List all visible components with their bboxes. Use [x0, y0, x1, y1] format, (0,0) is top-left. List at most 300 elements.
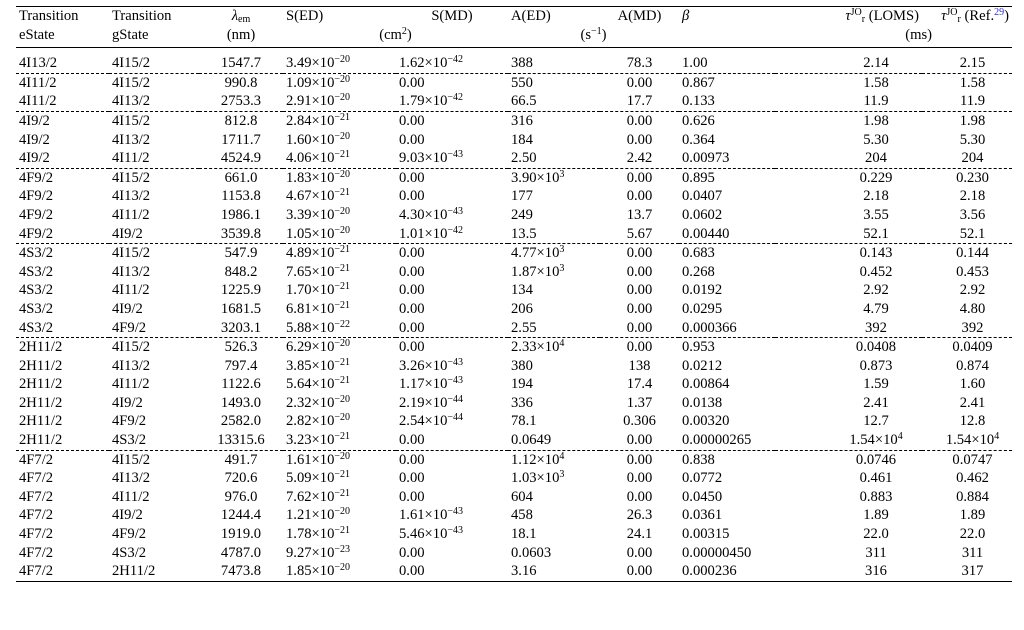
- cell-tau-ref-mantissa: 1.54: [945, 432, 972, 449]
- cell-s-md-exponent: −43: [447, 525, 464, 537]
- cell-s-md-mantissa: 5.46: [399, 526, 425, 543]
- cell-a-ed: [508, 206, 600, 225]
- cell-s-ed: [283, 562, 396, 581]
- cell-tau-ref-value: 11.9: [960, 93, 985, 110]
- cell-tau-loms-value: 22.0: [863, 526, 889, 543]
- cell-gstate: 4F9/2: [112, 413, 147, 430]
- unit-s-exp: −1: [591, 25, 602, 37]
- cell-a-md: 0.00: [600, 73, 679, 92]
- unit-per-second: [508, 26, 679, 48]
- cell-s-md: [396, 48, 508, 74]
- cell-s-md-mantissa: 2.19: [399, 394, 425, 411]
- cell-tau-loms: [775, 488, 922, 507]
- cell-s-ed: [283, 149, 396, 168]
- unit-s-base: (s: [580, 26, 592, 43]
- cell-s-ed-mantissa: 5.64: [286, 376, 312, 393]
- cell-estate: 4F9/2: [19, 225, 54, 242]
- cell-tau-ref: [922, 450, 1012, 469]
- cell-s-ed-mantissa: 1.70: [286, 282, 312, 299]
- cell-tau-loms-value: 316: [865, 563, 887, 580]
- cell-s-ed-exponent: −21: [334, 244, 351, 256]
- cell-a-md: 26.3: [626, 507, 653, 524]
- table-row: [16, 187, 1012, 206]
- cell-tau-loms-value: 1.58: [863, 74, 889, 91]
- cell-tau-loms: [775, 206, 922, 225]
- cell-s-ed-exponent: −21: [334, 356, 351, 368]
- tau-superscript: JO: [946, 7, 958, 18]
- cell-estate: 2H11/2: [16, 338, 109, 357]
- cell-s-ed-mantissa: 2.91: [286, 93, 312, 110]
- cell-beta: 0.000366: [682, 319, 737, 336]
- cell-tau-loms-value: 3.55: [863, 206, 889, 223]
- cell-a-md: 0.00: [600, 111, 679, 130]
- cell-s-md-value: 0.00: [399, 451, 425, 468]
- cell-s-md: [396, 319, 508, 338]
- cell-tau-loms-value: 5.30: [863, 131, 889, 148]
- cell-s-md-value: 0.00: [399, 339, 425, 356]
- cell-s-md-exponent: −43: [447, 205, 464, 217]
- cell-a-ed: [508, 187, 600, 206]
- cell-a-ed-value: 336: [511, 394, 533, 411]
- cell-beta: 0.00973: [682, 150, 730, 167]
- cell-gstate: 4I15/2: [109, 111, 199, 130]
- cell-gstate: 4I13/2: [112, 93, 151, 110]
- header-row-2: [16, 26, 1012, 48]
- times-ten: ×10: [311, 55, 335, 72]
- cell-a-md: 0.00: [600, 450, 679, 469]
- cell-estate: 4S3/2: [19, 319, 54, 336]
- cell-tau-loms: [775, 375, 922, 394]
- cell-s-ed-mantissa: 2.82: [286, 413, 312, 430]
- unit-nm: (nm): [226, 26, 256, 43]
- cell-s-ed: [283, 431, 396, 450]
- cell-s-ed-mantissa: 7.65: [286, 263, 312, 280]
- cell-lambda: 1493.0: [220, 394, 262, 411]
- cell-tau-ref-value: 22.0: [959, 526, 986, 543]
- times-ten: ×10: [424, 413, 448, 430]
- cell-estate: 2H11/2: [19, 413, 63, 430]
- cell-gstate: 4F9/2: [112, 319, 147, 336]
- cell-gstate: 4I15/2: [109, 338, 199, 357]
- cell-s-md-mantissa: 2.54: [399, 413, 425, 430]
- cell-tau-ref: [922, 206, 1012, 225]
- cell-s-ed-exponent: −20: [334, 562, 351, 574]
- cell-a-ed-value: 0.0649: [511, 432, 552, 449]
- cell-s-ed-mantissa: 6.81: [286, 300, 312, 317]
- times-ten: ×10: [971, 432, 995, 449]
- cell-s-ed-exponent: −20: [334, 224, 351, 236]
- cell-s-md-value: 0.00: [399, 544, 425, 561]
- cell-lambda: 812.8: [199, 111, 283, 130]
- cell-tau-loms-value: 2.92: [863, 282, 889, 299]
- cell-tau-ref-value: 0.230: [956, 169, 989, 186]
- jo-transition-table: [16, 6, 1012, 582]
- cell-a-ed-exponent: 3: [559, 469, 565, 481]
- cell-s-ed: [283, 206, 396, 225]
- cell-s-md-mantissa: 1.61: [399, 507, 425, 524]
- times-ten: ×10: [424, 526, 448, 543]
- cell-tau-loms-value: 0.0746: [855, 451, 897, 468]
- cell-tau-ref: [922, 562, 1012, 581]
- cell-tau-loms: [775, 92, 922, 111]
- times-ten: ×10: [311, 376, 335, 393]
- cell-s-md: [396, 412, 508, 431]
- cell-tau-ref-value: 317: [961, 563, 984, 580]
- cell-a-ed: [508, 131, 600, 150]
- cell-tau-ref: [922, 281, 1012, 300]
- cell-estate: 4I9/2: [19, 150, 50, 167]
- cell-s-md-exponent: −42: [447, 54, 464, 66]
- times-ten: ×10: [536, 245, 560, 262]
- cell-s-ed-exponent: −22: [334, 318, 351, 330]
- cell-beta: 0.00000450: [682, 544, 752, 561]
- col-s-md: S(MD): [431, 8, 473, 24]
- cell-estate: 4I11/2: [16, 73, 109, 92]
- cell-s-md: [396, 488, 508, 507]
- cell-a-ed: [508, 244, 600, 263]
- cell-s-ed: [283, 111, 396, 130]
- cell-s-ed-mantissa: 1.21: [286, 507, 312, 524]
- cell-tau-ref-value: 1.60: [959, 376, 986, 393]
- cell-a-ed-mantissa: 2.33: [511, 339, 537, 356]
- cell-s-ed-mantissa: 5.88: [286, 319, 312, 336]
- times-ten: ×10: [311, 451, 335, 468]
- cell-tau-loms-value: 2.18: [863, 188, 889, 205]
- cell-tau-ref: [922, 244, 1012, 263]
- cell-lambda: 1547.7: [220, 55, 262, 72]
- cell-a-ed: [508, 469, 600, 488]
- cell-s-ed: [283, 412, 396, 431]
- times-ten: ×10: [311, 93, 335, 110]
- cell-a-ed-exponent: 3: [559, 168, 565, 180]
- cell-tau-ref-value: 0.0747: [952, 451, 993, 468]
- table-body: [16, 48, 1012, 582]
- cell-s-ed-exponent: −21: [334, 299, 351, 311]
- cell-estate: 4F7/2: [19, 507, 54, 524]
- lambda-subscript: em: [238, 14, 251, 25]
- table-row: [16, 131, 1012, 150]
- cell-s-md: [396, 111, 508, 130]
- table-row: [16, 506, 1012, 525]
- cell-a-ed-exponent: 3: [559, 262, 565, 274]
- unit-ms: (ms): [905, 26, 932, 43]
- cell-tau-ref: [922, 187, 1012, 206]
- times-ten: ×10: [424, 376, 448, 393]
- cell-s-md: [396, 431, 508, 450]
- cell-a-ed-exponent: 4: [559, 450, 565, 462]
- cell-estate: 2H11/2: [19, 394, 63, 411]
- cell-a-md: 0.00: [626, 263, 653, 280]
- cell-a-md: 5.67: [626, 225, 653, 242]
- col-beta: [679, 7, 775, 26]
- cell-s-md-exponent: −44: [447, 412, 464, 424]
- cell-tau-ref-value: 5.30: [959, 131, 986, 148]
- cell-estate: 4I13/2: [19, 55, 58, 72]
- unit-cm2: [283, 26, 508, 48]
- cell-gstate: 4I15/2: [109, 73, 199, 92]
- cell-tau-ref-value: 0.144: [956, 245, 989, 262]
- cell-a-ed-mantissa: 1.87: [511, 263, 537, 280]
- unit-cm2-exp: 2: [401, 25, 407, 37]
- cell-s-md: [396, 131, 508, 150]
- col-s-ed: S(ED): [286, 8, 324, 24]
- cell-tau-loms: [775, 281, 922, 300]
- cell-estate: 4I9/2: [19, 131, 50, 148]
- cell-s-ed: [283, 225, 396, 244]
- col-transition-estate: Transition: [19, 8, 79, 24]
- cell-beta: 0.00864: [682, 376, 730, 393]
- cell-s-md: [396, 168, 508, 187]
- cell-a-ed: [508, 562, 600, 581]
- cell-s-ed-exponent: −21: [334, 111, 351, 123]
- cell-a-ed-value: 206: [511, 300, 533, 317]
- cell-estate: 4F9/2: [16, 168, 109, 187]
- cell-tau-ref-value: 3.56: [959, 206, 986, 223]
- table-row: [16, 469, 1012, 488]
- cell-s-md: [396, 92, 508, 111]
- cell-a-ed-value: 13.5: [511, 225, 537, 242]
- cell-tau-ref: [922, 488, 1012, 507]
- cell-beta: 0.626: [679, 111, 775, 130]
- cell-s-ed: [283, 394, 396, 413]
- cell-estate: 2H11/2: [19, 432, 63, 449]
- times-ten: ×10: [311, 150, 335, 167]
- cell-s-md: [396, 357, 508, 376]
- cell-s-ed-exponent: −20: [334, 338, 351, 350]
- cell-a-ed: [508, 300, 600, 319]
- cell-beta: 0.00320: [682, 413, 730, 430]
- cell-a-ed: [508, 544, 600, 563]
- cell-beta: 0.00315: [682, 526, 730, 543]
- cell-s-md-mantissa: 1.17: [399, 376, 425, 393]
- cell-lambda: 4524.9: [220, 150, 262, 167]
- cell-a-ed-mantissa: 4.77: [511, 245, 537, 262]
- cell-tau-loms: [775, 187, 922, 206]
- cell-gstate: 4I11/2: [112, 488, 150, 505]
- cell-tau-ref-value: 2.18: [959, 188, 986, 205]
- cell-s-ed: [283, 544, 396, 563]
- cell-a-ed-mantissa: 1.12: [511, 451, 537, 468]
- cell-s-md-exponent: −42: [447, 224, 464, 236]
- cell-s-ed: [283, 263, 396, 282]
- cell-a-ed-value: 316: [511, 112, 533, 129]
- cell-s-md: [396, 281, 508, 300]
- cell-s-ed-mantissa: 2.84: [286, 112, 312, 129]
- cell-beta: 0.133: [682, 93, 715, 110]
- cell-s-md-value: 0.00: [399, 432, 425, 449]
- cell-tau-ref-value: 12.8: [959, 413, 986, 430]
- estate-label: eState: [19, 26, 55, 43]
- times-ten: ×10: [311, 319, 335, 336]
- cell-s-ed-mantissa: 6.29: [286, 339, 312, 356]
- cell-gstate: 4I9/2: [112, 507, 143, 524]
- empty-cell: [679, 26, 775, 48]
- cell-a-md: 0.00: [626, 488, 653, 505]
- cell-tau-ref-value: 0.453: [956, 263, 989, 280]
- cell-a-md: 0.00: [626, 131, 653, 148]
- cell-s-md: [396, 450, 508, 469]
- cell-lambda: 976.0: [224, 488, 258, 505]
- cell-a-ed: [508, 488, 600, 507]
- table-row: [16, 544, 1012, 563]
- cell-gstate: 4I13/2: [112, 188, 151, 205]
- times-ten: ×10: [311, 526, 335, 543]
- cell-s-ed: [283, 73, 396, 92]
- times-ten: ×10: [311, 563, 335, 580]
- cell-s-md: [396, 225, 508, 244]
- col-transition-gstate: Transition: [112, 8, 172, 24]
- times-ten: ×10: [424, 225, 448, 242]
- cell-s-md: [396, 187, 508, 206]
- cell-tau-loms: [775, 168, 922, 187]
- cell-beta: 0.0192: [682, 282, 723, 299]
- cell-tau-ref-value: 0.0409: [952, 339, 993, 356]
- cell-s-md: [396, 300, 508, 319]
- gstate-label: gState: [112, 26, 149, 43]
- cell-lambda: 13315.6: [217, 432, 265, 449]
- cell-a-ed-value: 249: [511, 206, 533, 223]
- cell-tau-loms-value: 204: [865, 150, 887, 167]
- cell-s-md: [396, 506, 508, 525]
- cell-beta: 0.683: [679, 244, 775, 263]
- cell-tau-loms: [775, 431, 922, 450]
- cell-s-md: [396, 244, 508, 263]
- cell-s-md-mantissa: 1.01: [399, 225, 425, 242]
- cell-s-md-value: 0.00: [399, 245, 425, 262]
- cell-tau-loms: [775, 225, 922, 244]
- cell-s-ed-exponent: −21: [334, 431, 351, 443]
- cell-tau-loms: [775, 73, 922, 92]
- cell-lambda: 1986.1: [220, 206, 262, 223]
- cell-s-md: [396, 544, 508, 563]
- cell-lambda: 1122.6: [221, 376, 261, 393]
- cell-gstate: 4I9/2: [112, 225, 143, 242]
- cell-s-ed: [283, 506, 396, 525]
- cell-s-md-mantissa: 4.30: [399, 206, 425, 223]
- cell-gstate: 4I11/2: [112, 206, 150, 223]
- cell-gstate: 4I11/2: [112, 150, 150, 167]
- cell-tau-loms-value: 0.0408: [855, 339, 897, 356]
- cell-tau-loms: [775, 450, 922, 469]
- cell-tau-loms-value: 2.14: [863, 55, 889, 72]
- cell-estate: 4I9/2: [16, 111, 109, 130]
- cell-beta: 0.867: [679, 73, 775, 92]
- cell-s-ed-exponent: −20: [334, 506, 351, 518]
- cell-tau-loms-value: 0.461: [859, 470, 893, 487]
- cell-tau-ref: [922, 92, 1012, 111]
- cell-tau-loms: [775, 562, 922, 581]
- cell-gstate: 4I15/2: [109, 168, 199, 187]
- cell-a-md: 138: [628, 357, 651, 374]
- table-row: [16, 281, 1012, 300]
- times-ten: ×10: [424, 507, 448, 524]
- cell-beta: 0.268: [682, 263, 715, 280]
- header-row-1: [16, 7, 1012, 26]
- times-ten: ×10: [536, 451, 560, 468]
- cell-a-ed: [508, 149, 600, 168]
- cell-a-md: 0.00: [626, 188, 653, 205]
- cell-s-ed-exponent: −21: [334, 525, 351, 537]
- cell-tau-ref: [922, 412, 1012, 431]
- cell-s-ed-exponent: −23: [334, 543, 351, 555]
- cell-s-ed-exponent: −20: [334, 205, 351, 217]
- cell-a-ed-exponent: 4: [559, 338, 565, 350]
- cell-s-ed: [283, 300, 396, 319]
- cell-a-ed-value: 550: [511, 74, 533, 91]
- col-a-md: A(MD): [617, 8, 662, 24]
- cell-beta: 0.0450: [682, 488, 723, 505]
- cell-beta: 0.0295: [682, 300, 723, 317]
- cell-lambda: 797.4: [224, 357, 258, 374]
- cell-tau-loms: [775, 357, 922, 376]
- cell-tau-ref-value: 1.98: [959, 112, 986, 129]
- cell-tau-loms-value: 11.9: [863, 93, 889, 110]
- col-tau-ref: [922, 7, 1012, 26]
- cell-lambda: 1225.9: [220, 282, 262, 299]
- cell-tau-loms: [775, 544, 922, 563]
- cell-tau-ref: [922, 149, 1012, 168]
- table-row: [16, 525, 1012, 544]
- times-ten: ×10: [311, 470, 335, 487]
- cell-s-ed-exponent: −21: [334, 262, 351, 274]
- times-ten: ×10: [536, 470, 560, 487]
- cell-s-ed: [283, 48, 396, 74]
- col-tau-loms: [775, 7, 922, 26]
- cell-s-ed-exponent: −20: [334, 412, 351, 424]
- cell-tau-ref: [922, 544, 1012, 563]
- cell-s-ed-mantissa: 4.06: [286, 150, 312, 167]
- cell-s-ed: [283, 92, 396, 111]
- cell-beta: 0.0212: [682, 357, 723, 374]
- cell-s-md-mantissa: 1.79: [399, 93, 425, 110]
- cell-tau-ref: [922, 73, 1012, 92]
- cell-a-ed: [508, 168, 600, 187]
- cell-tau-loms-value: 4.79: [863, 300, 889, 317]
- reference-link[interactable]: 29: [994, 7, 1005, 18]
- table-row: [16, 375, 1012, 394]
- cell-a-ed: [508, 263, 600, 282]
- cell-tau-ref-value: 204: [961, 150, 984, 167]
- cell-s-ed: [283, 281, 396, 300]
- table-row: [16, 168, 1012, 187]
- cell-estate: 4F7/2: [19, 544, 54, 561]
- cell-a-md: 2.42: [626, 150, 653, 167]
- cell-estate: 4F7/2: [19, 563, 54, 580]
- cell-s-ed-mantissa: 1.05: [286, 225, 312, 242]
- times-ten: ×10: [311, 544, 335, 561]
- cell-a-ed: [508, 48, 600, 74]
- times-ten: ×10: [311, 282, 335, 299]
- table-row: [16, 48, 1012, 74]
- cell-a-ed: [508, 111, 600, 130]
- col-a-ed: A(ED): [511, 8, 551, 24]
- cell-s-ed-mantissa: 1.85: [286, 563, 312, 580]
- cell-s-ed: [283, 357, 396, 376]
- cell-tau-loms-value: 0.229: [859, 169, 893, 186]
- cell-beta: 0.0407: [682, 188, 723, 205]
- cell-tau-ref: [922, 131, 1012, 150]
- cell-a-ed-value: 2.50: [511, 150, 537, 167]
- cell-a-ed-value: 194: [511, 376, 533, 393]
- cell-s-ed-mantissa: 4.67: [286, 188, 312, 205]
- times-ten: ×10: [311, 432, 335, 449]
- cell-beta: 0.0361: [682, 507, 723, 524]
- tau-superscript: JO: [850, 7, 862, 18]
- cell-s-md-exponent: −43: [447, 149, 464, 161]
- cell-a-ed-exponent: 3: [559, 244, 565, 256]
- cell-estate: 4S3/2: [19, 263, 54, 280]
- cell-gstate: 4S3/2: [112, 432, 147, 449]
